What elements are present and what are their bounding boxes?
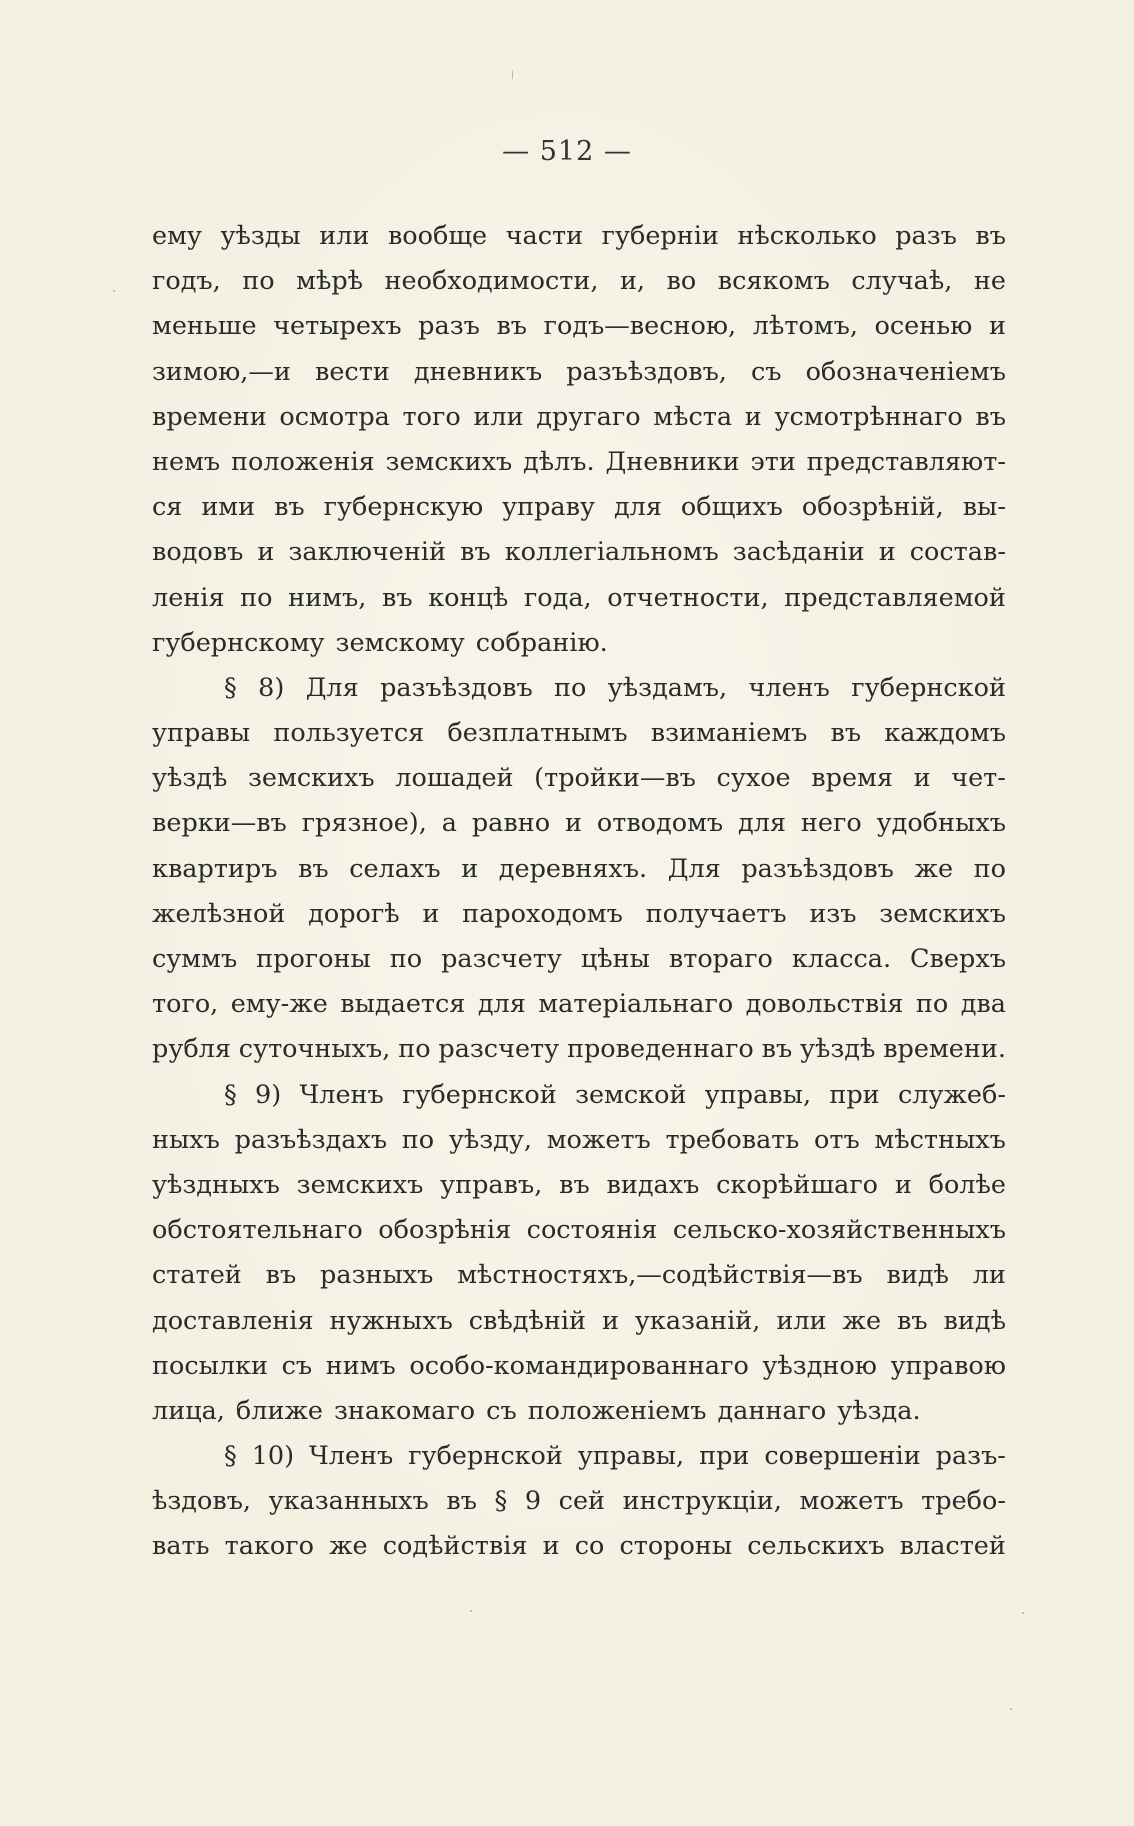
word: получаетъ [645,898,787,929]
word: же [914,853,954,884]
word: того, [152,989,219,1020]
word: заключеній [288,537,447,568]
word: земскихъ [248,763,375,794]
word: видѣ [943,1305,1006,1336]
word: квартиръ [152,853,278,884]
word: ему-же [230,989,328,1020]
word: меньше [152,311,257,342]
word: пользуется [273,718,425,749]
word: представляют- [806,446,1006,477]
word: посылки [152,1350,269,1381]
word: же [842,1305,882,1336]
word: равно [471,808,551,839]
word: него [800,808,862,839]
word: (тройки—въ [534,763,696,794]
word: § [224,1079,237,1110]
word: и [601,1305,619,1336]
word: губерніи [601,221,719,251]
word: въ [975,401,1006,432]
scan-speck [512,70,513,80]
word: въ [381,582,413,613]
word: уѣздныхъ [152,1169,280,1200]
word: вести [314,356,390,387]
scan-speck [1022,1612,1024,1614]
word: особо-командированнаго [409,1350,749,1381]
word: нѣсколько [737,221,877,251]
word: ся [152,492,183,523]
word: и [257,537,275,568]
word: и [744,401,762,432]
word: ли [972,1260,1006,1291]
word: же [329,1531,368,1562]
word: вообще [387,221,488,251]
word: 9) [255,1079,282,1110]
word: видахъ [606,1169,700,1200]
word: статей [152,1260,242,1291]
word: удобныхъ [876,808,1006,839]
word: губернской [851,672,1006,703]
word: требовать [665,1124,800,1155]
word: дневникъ [413,356,543,387]
word: для [613,492,662,523]
word: Сверхъ [910,944,1006,974]
word: грязное), [301,808,427,839]
word: засѣданіи [732,537,865,568]
word: другаго [536,401,641,432]
word: сельскихъ [747,1531,885,1562]
word: нужныхъ [329,1305,453,1336]
word: разъѣздовъ [741,853,894,884]
word: управы, [577,1441,685,1472]
word: членъ [748,672,830,703]
word: каждомъ [884,718,1006,749]
word: годъ, [152,266,221,297]
text-line [152,801,1006,846]
word: дорогѣ [308,898,400,929]
word: состоянія [526,1215,658,1246]
word: можетъ [546,1124,651,1155]
word: совершеніи [764,1441,921,1472]
word: по [240,582,273,613]
word: и [878,537,896,568]
word: цѣны [580,944,650,974]
word: разсчету [438,1034,560,1065]
word: земскихъ [385,446,513,477]
word: Членъ [309,1441,394,1472]
word: мѣста [653,401,733,432]
word: управъ, [440,1169,543,1200]
word: требо- [921,1486,1006,1517]
word: даннаго [717,1395,827,1426]
word: отводомъ [596,808,724,839]
word: четырехъ [273,311,402,342]
word: инструкціи, [622,1486,782,1517]
word: можетъ [799,1486,904,1517]
word: скорѣйшаго [716,1169,879,1200]
text-line [152,1163,1006,1208]
word: въ [896,1305,928,1336]
word: нимъ, [288,582,367,613]
word: концѣ [428,582,509,613]
word: обозрѣній, [801,492,944,523]
word: § [494,1486,508,1517]
word: губернскому [152,627,325,658]
word: ближе [235,1395,324,1426]
word: по [973,853,1006,884]
word: взиманіемъ [650,718,808,749]
text-line [152,1118,1006,1163]
word: управу [502,492,595,523]
word: дѣлъ. [523,446,595,477]
word: коллегіальномъ [504,537,719,568]
word: уѣздѣ [152,763,228,794]
text-line [152,1524,1006,1569]
word: земскихъ [296,1169,424,1200]
word: по [401,1124,435,1155]
word: мѣрѣ [296,266,364,297]
word: необходимости, [384,266,599,297]
word: части [505,221,584,251]
text-line [152,666,1006,711]
word: сей [558,1486,606,1517]
word: мѣстныхъ [874,1124,1006,1155]
text-line [152,937,1006,982]
word: управы [152,718,251,749]
word: видѣ [886,1260,949,1291]
word: лошадей [395,763,514,794]
word: съ [281,1350,313,1381]
word: земскому [335,627,465,658]
word: случаѣ, [851,266,953,297]
word: по [242,266,275,297]
word: по [389,944,423,974]
word: и [422,898,440,929]
word: и [894,1169,912,1200]
text-line [152,1479,1006,1524]
text-line [152,847,1006,892]
word: разъѣздовъ [380,672,533,703]
word: выдается [340,989,466,1020]
word: стороны [619,1531,733,1562]
word: верки—въ [152,808,287,839]
scan-speck [1010,1708,1012,1710]
word: 9 [524,1486,542,1517]
text-line [152,440,1006,485]
word: Для [305,672,359,703]
word: обозрѣнія [378,1215,512,1246]
word: не [973,266,1006,297]
word: разныхъ [320,1260,434,1291]
text-line [152,304,1006,349]
word: указанныхъ [268,1486,429,1517]
word: служеб- [897,1079,1006,1110]
text-line [152,1434,1006,1479]
word: сельско-хозяйственныхъ [672,1215,1006,1246]
word: желѣзной [152,898,286,929]
word: отъ [814,1124,860,1155]
word: положенія [231,446,375,477]
word: § [224,1441,237,1472]
word: разъ- [935,1441,1006,1472]
word: такого [224,1531,314,1562]
word: пароходомъ [462,898,623,929]
word: съ [750,356,782,387]
word: ему [152,221,202,251]
word: или [776,1305,827,1336]
text-line [152,756,1006,801]
word: класса. [791,944,892,974]
text-line [152,530,1006,575]
word: нимъ [325,1350,396,1381]
word: селахъ [349,853,441,884]
text-line [152,259,1006,304]
word: довольствія [745,989,904,1020]
word: и [913,763,931,794]
text-line [152,214,1006,259]
page-number: — 512 — [502,136,632,167]
word: Дневники [605,446,740,477]
word: безплатнымъ [447,718,628,749]
word: и [461,853,479,884]
text-line [152,711,1006,756]
word: Членъ [299,1079,384,1110]
word: а [441,808,457,839]
word: уѣздною [762,1350,877,1381]
word: указаній, [634,1305,761,1336]
word: или [319,221,370,251]
word: обозначеніемъ [805,356,1006,387]
word: § [224,672,237,703]
word: года, [523,582,592,613]
word: доставленія [152,1305,314,1336]
word: 10) [251,1441,295,1472]
word: собранію. [475,627,608,658]
word: разъ [895,221,957,251]
word: деревняхъ. [498,853,648,884]
word: обстоятельнаго [152,1215,363,1246]
word: зимою,—и [152,356,291,387]
word: по [398,1034,431,1065]
word: ныхъ [152,1124,220,1155]
word: Для [667,853,721,884]
word: разъ [418,311,480,342]
text-line [152,350,1006,395]
word: состав- [909,537,1006,568]
word: вать [152,1531,210,1562]
text-line [152,485,1006,530]
word: положеніемъ [527,1395,707,1426]
word: въ [460,537,491,568]
word: въ [761,1034,793,1065]
text-line [152,1253,1006,1298]
word: земскихъ [879,898,1006,929]
word: и [564,808,582,839]
word: уѣзды [220,221,301,251]
word: по [554,672,587,703]
scan-speck [470,1610,472,1612]
word: земской [575,1079,687,1110]
word: два [960,989,1006,1020]
text-line [152,1073,1006,1118]
word: ѣздовъ, [152,1486,252,1517]
word: болѣе [928,1169,1006,1200]
word: разъѣздахъ [234,1124,388,1155]
word: эти [750,446,796,477]
word: суммъ [152,944,238,974]
word: и [988,311,1006,342]
word: усмотрѣннаго [774,401,963,432]
word: немъ [152,446,221,477]
word: ленія [152,582,225,613]
word: времени [152,401,267,432]
word: осмотра [279,401,390,432]
word: уѣздамъ, [607,672,728,703]
word: матеріальнаго [538,989,734,1020]
text-line [152,395,1006,440]
text-line [152,892,1006,937]
word: втораго [668,944,773,974]
text-line [152,576,1006,621]
word: общихъ [680,492,783,523]
scan-speck [113,290,115,292]
word: уѣзду, [448,1124,532,1155]
word: суточныхъ, [238,1034,391,1065]
word: лица, [152,1395,225,1426]
word: всякомъ [717,266,830,297]
text-line [152,1299,1006,1344]
word: содѣйствія [382,1531,528,1562]
word: управы, [704,1079,812,1110]
text-line [152,1344,1006,1389]
word: осенью [874,311,973,342]
word: въ [274,492,305,523]
word: того [402,401,461,432]
word: со [574,1531,605,1562]
text-line [152,1027,1006,1072]
word: уѣздѣ [800,1034,876,1065]
word: чет- [951,763,1006,794]
word: управою [890,1350,1006,1381]
word: въ [830,718,862,749]
word: уѣзда. [837,1395,921,1426]
body-text [152,214,1006,1570]
word: губернской [402,1079,557,1110]
text-line [152,1389,1006,1434]
word: 8) [258,672,285,703]
word: съ [486,1395,517,1426]
text-line [152,621,1006,666]
word: въ [265,1260,297,1291]
word: мѣстностяхъ,—содѣйствія—въ [457,1260,863,1291]
word: представляемой [784,582,1006,613]
word: прогоны [256,944,371,974]
word: губернскую [323,492,484,523]
word: во [666,266,697,297]
text-line [152,1208,1006,1253]
word: свѣдѣній [468,1305,587,1336]
word: вы- [962,492,1006,523]
word: при [829,1079,880,1110]
text-line [152,982,1006,1027]
word: властей [899,1531,1006,1562]
word: при [699,1441,750,1472]
word: въ [559,1169,590,1200]
word: губернской [408,1441,563,1472]
word: сухое [716,763,791,794]
word: въ [496,311,528,342]
word: для [738,808,787,839]
word: водовъ [152,537,244,568]
word: отчетности, [607,582,769,613]
word: изъ [809,898,857,929]
word: для [477,989,526,1020]
word: и, [619,266,646,297]
word: или [473,401,524,432]
word: знакомаго [334,1395,476,1426]
word: по [915,989,949,1020]
word: въ [298,853,329,884]
word: въ [446,1486,477,1517]
word: и [542,1531,560,1562]
word: проведеннаго [566,1034,754,1065]
word: разсчету [441,944,562,974]
word: рубля [152,1034,231,1065]
word: времени. [883,1034,1006,1065]
word: разъѣздовъ, [566,356,727,387]
word: время [811,763,893,794]
word: въ [975,221,1006,251]
word: ими [201,492,256,523]
word: лѣтомъ, [752,311,858,342]
word: годъ—весною, [543,311,737,342]
